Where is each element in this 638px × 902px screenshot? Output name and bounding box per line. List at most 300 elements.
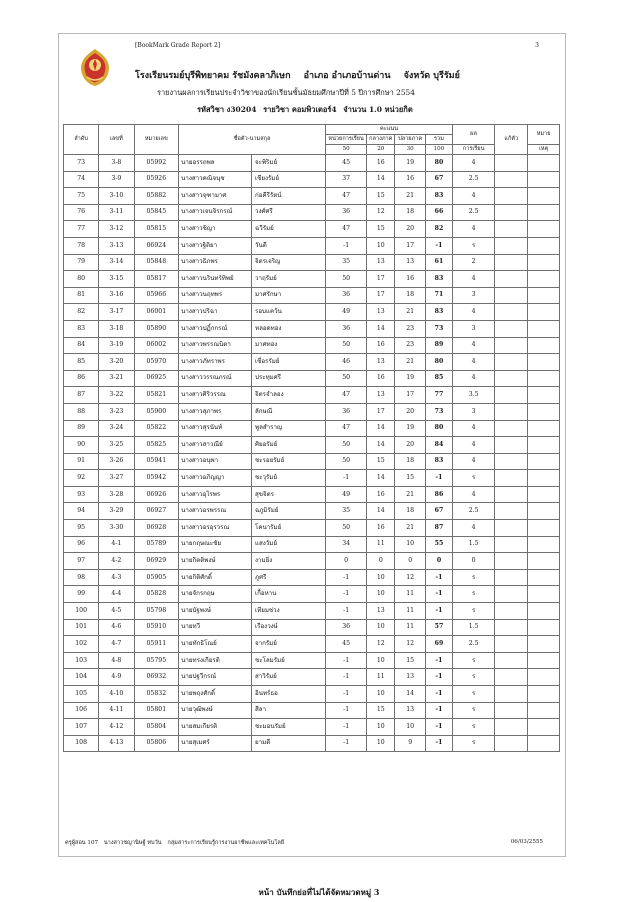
row-number: 4-13 bbox=[99, 735, 134, 752]
row-last-name: ยามดี bbox=[252, 735, 326, 752]
row-unit-score: 50 bbox=[326, 437, 367, 454]
row-fix bbox=[495, 354, 528, 371]
row-id: 05817 bbox=[134, 271, 179, 288]
row-midterm-score: 12 bbox=[367, 636, 395, 653]
row-order: 74 bbox=[64, 171, 99, 188]
table-row bbox=[64, 271, 560, 288]
table-row bbox=[64, 221, 560, 238]
row-id: 06924 bbox=[134, 237, 179, 254]
row-unit-score: -1 bbox=[326, 569, 367, 586]
row-unit-score: 36 bbox=[326, 320, 367, 337]
row-number: 4-11 bbox=[99, 702, 134, 719]
row-first-name: นางสาวภัทราพร bbox=[179, 354, 252, 371]
row-number: 4-3 bbox=[99, 569, 134, 586]
row-first-name: นายสุเมศร์ bbox=[179, 735, 252, 752]
header-order: ลำดับ bbox=[64, 125, 99, 155]
row-grade: 4 bbox=[452, 304, 494, 321]
row-number: 3-10 bbox=[99, 188, 134, 205]
row-final-score: 15 bbox=[395, 652, 426, 669]
row-fix bbox=[495, 287, 528, 304]
row-fix bbox=[495, 486, 528, 503]
row-fix bbox=[495, 569, 528, 586]
row-total-score: 80 bbox=[425, 155, 452, 172]
row-remark bbox=[528, 304, 560, 321]
row-unit-score: -1 bbox=[326, 470, 367, 487]
row-number: 3-16 bbox=[99, 287, 134, 304]
row-total-score: -1 bbox=[425, 603, 452, 620]
row-number: 4-8 bbox=[99, 652, 134, 669]
row-midterm-score: 10 bbox=[367, 735, 395, 752]
max-final: 30 bbox=[395, 145, 426, 155]
row-grade: 2.5 bbox=[452, 204, 494, 221]
row-last-name: เกื้อหาน bbox=[252, 586, 326, 603]
row-remark bbox=[528, 735, 560, 752]
row-order: 108 bbox=[64, 735, 99, 752]
row-final-score: 20 bbox=[395, 221, 426, 238]
row-first-name: นางสาวสุรนันท์ bbox=[179, 420, 252, 437]
table-row bbox=[64, 370, 560, 387]
table-row bbox=[64, 603, 560, 620]
row-id: 05966 bbox=[134, 287, 179, 304]
row-order: 92 bbox=[64, 470, 99, 487]
row-final-score: 13 bbox=[395, 254, 426, 271]
row-id: 05845 bbox=[134, 204, 179, 221]
row-total-score: 83 bbox=[425, 188, 452, 205]
row-unit-score: 36 bbox=[326, 287, 367, 304]
row-grade: 4 bbox=[452, 437, 494, 454]
row-fix bbox=[495, 221, 528, 238]
row-first-name: นางสาววรรณภรณ์ bbox=[179, 370, 252, 387]
row-final-score: 9 bbox=[395, 735, 426, 752]
row-fix bbox=[495, 403, 528, 420]
row-fix bbox=[495, 553, 528, 570]
row-midterm-score: 14 bbox=[367, 503, 395, 520]
row-order: 77 bbox=[64, 221, 99, 238]
row-final-score: 23 bbox=[395, 320, 426, 337]
row-order: 78 bbox=[64, 237, 99, 254]
row-id: 05900 bbox=[134, 403, 179, 420]
page-number: 3 bbox=[535, 42, 539, 49]
row-total-score: -1 bbox=[425, 669, 452, 686]
row-final-score: 20 bbox=[395, 437, 426, 454]
row-total-score: 71 bbox=[425, 287, 452, 304]
row-grade: 2.5 bbox=[452, 503, 494, 520]
row-id: 05798 bbox=[134, 603, 179, 620]
row-total-score: 73 bbox=[425, 403, 452, 420]
row-unit-score: 49 bbox=[326, 486, 367, 503]
row-number: 3-22 bbox=[99, 387, 134, 404]
row-fix bbox=[495, 188, 528, 205]
table-row bbox=[64, 155, 560, 172]
row-last-name: เทียมช่วง bbox=[252, 603, 326, 620]
row-id: 05992 bbox=[134, 155, 179, 172]
row-number: 4-2 bbox=[99, 553, 134, 570]
table-row bbox=[64, 437, 560, 454]
row-order: 99 bbox=[64, 586, 99, 603]
row-unit-score: 47 bbox=[326, 420, 367, 437]
row-final-score: 13 bbox=[395, 702, 426, 719]
row-grade: 2 bbox=[452, 254, 494, 271]
row-grade: ร bbox=[452, 686, 494, 703]
row-number: 3-12 bbox=[99, 221, 134, 238]
report-label: [BookMark Grade Report 2] bbox=[135, 42, 221, 49]
row-midterm-score: 17 bbox=[367, 287, 395, 304]
table-row bbox=[64, 387, 560, 404]
row-id: 05804 bbox=[134, 719, 179, 736]
row-unit-score: -1 bbox=[326, 652, 367, 669]
row-fix bbox=[495, 337, 528, 354]
row-first-name: นางสาวธิภพร bbox=[179, 254, 252, 271]
row-order: 98 bbox=[64, 569, 99, 586]
row-first-name: นางสาวอรอุรวรณ bbox=[179, 520, 252, 537]
row-number: 3-29 bbox=[99, 503, 134, 520]
school-title bbox=[135, 68, 535, 82]
row-id: 06925 bbox=[134, 370, 179, 387]
table-row bbox=[64, 702, 560, 719]
row-midterm-score: 17 bbox=[367, 403, 395, 420]
row-remark bbox=[528, 155, 560, 172]
row-final-score: 17 bbox=[395, 237, 426, 254]
row-total-score: 67 bbox=[425, 503, 452, 520]
row-order: 104 bbox=[64, 669, 99, 686]
row-total-score: 83 bbox=[425, 271, 452, 288]
row-grade: 4 bbox=[452, 188, 494, 205]
row-unit-score: 45 bbox=[326, 155, 367, 172]
row-order: 84 bbox=[64, 337, 99, 354]
row-fix bbox=[495, 470, 528, 487]
row-id: 06002 bbox=[134, 337, 179, 354]
table-row bbox=[64, 486, 560, 503]
row-fix bbox=[495, 735, 528, 752]
row-total-score: 57 bbox=[425, 619, 452, 636]
row-last-name: หลอดทอง bbox=[252, 320, 326, 337]
row-last-name: มาศทอง bbox=[252, 337, 326, 354]
teacher-name: นางสาวชญานิษฐ์ ทบวัน bbox=[103, 840, 162, 846]
row-number: 4-12 bbox=[99, 719, 134, 736]
department-name: กลุ่มสาระการเรียนรู้การงานอาชีพและเทคโนโลยี bbox=[167, 840, 285, 846]
row-last-name: ชะโลมรัมย์ bbox=[252, 652, 326, 669]
table-row bbox=[64, 237, 560, 254]
row-number: 4-6 bbox=[99, 619, 134, 636]
row-order: 82 bbox=[64, 304, 99, 321]
row-first-name: นางสาวฐิติยา bbox=[179, 237, 252, 254]
row-id: 05910 bbox=[134, 619, 179, 636]
row-number: 4-4 bbox=[99, 586, 134, 603]
row-unit-score: 35 bbox=[326, 254, 367, 271]
row-id: 05815 bbox=[134, 221, 179, 238]
row-remark bbox=[528, 271, 560, 288]
subject-name: รายวิชา คอมพิวเตอร์4 bbox=[263, 105, 337, 114]
row-id: 06001 bbox=[134, 304, 179, 321]
row-final-score: 16 bbox=[395, 171, 426, 188]
row-first-name: นายกิตติพงษ์ bbox=[179, 553, 252, 570]
max-total: 100 bbox=[425, 145, 452, 155]
row-first-name: นางสาวนรินทร์ทิพย์ bbox=[179, 271, 252, 288]
row-final-score: 11 bbox=[395, 619, 426, 636]
row-order: 91 bbox=[64, 453, 99, 470]
row-remark bbox=[528, 569, 560, 586]
row-grade: 1.5 bbox=[452, 619, 494, 636]
row-unit-score: 47 bbox=[326, 188, 367, 205]
row-order: 106 bbox=[64, 702, 99, 719]
row-remark bbox=[528, 403, 560, 420]
teacher-label: ครูผู้สอน 107 bbox=[65, 840, 99, 846]
grade-rows bbox=[64, 155, 560, 752]
header-fix: แก้ตัว bbox=[495, 125, 528, 155]
row-midterm-score: 13 bbox=[367, 304, 395, 321]
row-midterm-score: 13 bbox=[367, 354, 395, 371]
row-midterm-score: 10 bbox=[367, 237, 395, 254]
row-fix bbox=[495, 370, 528, 387]
row-total-score: 55 bbox=[425, 536, 452, 553]
row-id: 06928 bbox=[134, 520, 179, 537]
row-first-name: นางสาวปริฉา bbox=[179, 304, 252, 321]
row-midterm-score: 14 bbox=[367, 320, 395, 337]
row-remark bbox=[528, 320, 560, 337]
row-number: 3-17 bbox=[99, 304, 134, 321]
row-total-score: -1 bbox=[425, 719, 452, 736]
row-unit-score: 45 bbox=[326, 636, 367, 653]
row-id: 05795 bbox=[134, 652, 179, 669]
row-order: 86 bbox=[64, 370, 99, 387]
row-last-name: พูลสำราญ bbox=[252, 420, 326, 437]
row-grade: 3.5 bbox=[452, 387, 494, 404]
row-first-name: นายทวี bbox=[179, 619, 252, 636]
row-grade: ร bbox=[452, 569, 494, 586]
row-unit-score: 47 bbox=[326, 387, 367, 404]
report-page bbox=[58, 33, 566, 857]
row-total-score: 83 bbox=[425, 453, 452, 470]
header-remark-2: เหตุ bbox=[528, 145, 560, 155]
row-id: 05806 bbox=[134, 735, 179, 752]
row-grade: ร bbox=[452, 603, 494, 620]
row-fix bbox=[495, 619, 528, 636]
row-unit-score: 49 bbox=[326, 304, 367, 321]
row-id: 05825 bbox=[134, 437, 179, 454]
row-total-score: 0 bbox=[425, 553, 452, 570]
table-row bbox=[64, 520, 560, 537]
row-first-name: นางสาวนฤทพร bbox=[179, 287, 252, 304]
row-order: 97 bbox=[64, 553, 99, 570]
row-remark bbox=[528, 719, 560, 736]
header-total: รวม bbox=[425, 135, 452, 145]
row-number: 3-26 bbox=[99, 453, 134, 470]
report-date: 06/03/2555 bbox=[510, 839, 543, 845]
row-last-name: ชะรอยรัมย์ bbox=[252, 453, 326, 470]
table-row bbox=[64, 171, 560, 188]
row-midterm-score: 13 bbox=[367, 387, 395, 404]
row-final-score: 18 bbox=[395, 453, 426, 470]
row-order: 76 bbox=[64, 204, 99, 221]
row-grade: ร bbox=[452, 669, 494, 686]
row-last-name: จากรัมย์ bbox=[252, 636, 326, 653]
table-row bbox=[64, 420, 560, 437]
row-midterm-score: 14 bbox=[367, 437, 395, 454]
table-row bbox=[64, 619, 560, 636]
row-total-score: 84 bbox=[425, 437, 452, 454]
row-last-name: ฉภูมิรัมย์ bbox=[252, 503, 326, 520]
row-final-score: 23 bbox=[395, 337, 426, 354]
row-order: 90 bbox=[64, 437, 99, 454]
row-last-name: งามยิ่ง bbox=[252, 553, 326, 570]
row-final-score: 14 bbox=[395, 686, 426, 703]
row-midterm-score: 14 bbox=[367, 470, 395, 487]
row-unit-score: -1 bbox=[326, 735, 367, 752]
header-name: ชื่อตัว-นามสกุล bbox=[179, 125, 326, 155]
table-row bbox=[64, 719, 560, 736]
row-final-score: 12 bbox=[395, 636, 426, 653]
row-first-name: นายอรรถพล bbox=[179, 155, 252, 172]
table-row bbox=[64, 287, 560, 304]
row-fix bbox=[495, 387, 528, 404]
row-midterm-score: 16 bbox=[367, 155, 395, 172]
row-total-score: 77 bbox=[425, 387, 452, 404]
header-score-group: คะแนน bbox=[326, 125, 453, 135]
row-last-name: รอบแคว้น bbox=[252, 304, 326, 321]
row-fix bbox=[495, 453, 528, 470]
row-total-score: -1 bbox=[425, 586, 452, 603]
row-fix bbox=[495, 603, 528, 620]
row-total-score: 86 bbox=[425, 486, 452, 503]
row-grade: 3 bbox=[452, 287, 494, 304]
row-number: 4-1 bbox=[99, 536, 134, 553]
row-midterm-score: 0 bbox=[367, 553, 395, 570]
row-order: 83 bbox=[64, 320, 99, 337]
row-number: 3-13 bbox=[99, 237, 134, 254]
header-id: หมายเลข bbox=[134, 125, 179, 155]
row-midterm-score: 14 bbox=[367, 420, 395, 437]
row-order: 93 bbox=[64, 486, 99, 503]
row-fix bbox=[495, 503, 528, 520]
row-unit-score: 37 bbox=[326, 171, 367, 188]
district-name: อำเภอ อำเภอบ้านด่าน bbox=[303, 71, 391, 81]
row-id: 05822 bbox=[134, 420, 179, 437]
row-remark bbox=[528, 470, 560, 487]
grades-table bbox=[63, 124, 560, 752]
row-final-score: 15 bbox=[395, 470, 426, 487]
row-unit-score: 50 bbox=[326, 370, 367, 387]
header-result: ผล bbox=[452, 125, 494, 145]
report-subtitle: รายงานผลการเรียนประจำวิชาของนักเรียนชั้นมัธยมศึกษาปีที่ 5 ปีการศึกษา 2554 bbox=[157, 88, 415, 97]
row-unit-score: 36 bbox=[326, 619, 367, 636]
row-order: 96 bbox=[64, 536, 99, 553]
table-row bbox=[64, 586, 560, 603]
row-remark bbox=[528, 486, 560, 503]
row-total-score: 82 bbox=[425, 221, 452, 238]
row-midterm-score: 16 bbox=[367, 337, 395, 354]
row-grade: 3 bbox=[452, 403, 494, 420]
table-row bbox=[64, 553, 560, 570]
row-unit-score: 34 bbox=[326, 536, 367, 553]
row-id: 06926 bbox=[134, 486, 179, 503]
row-grade: 4 bbox=[452, 354, 494, 371]
row-total-score: -1 bbox=[425, 686, 452, 703]
row-final-score: 18 bbox=[395, 503, 426, 520]
row-midterm-score: 11 bbox=[367, 669, 395, 686]
row-grade: 4 bbox=[452, 486, 494, 503]
row-number: 3-14 bbox=[99, 254, 134, 271]
row-id: 05941 bbox=[134, 453, 179, 470]
row-final-score: 10 bbox=[395, 719, 426, 736]
row-midterm-score: 13 bbox=[367, 254, 395, 271]
row-total-score: 67 bbox=[425, 171, 452, 188]
page-caption: หน้า บันทึกย่อที่ไม่ได้จัดหมวดหมู่ 3 bbox=[258, 887, 380, 897]
row-total-score: 66 bbox=[425, 204, 452, 221]
row-final-score: 12 bbox=[395, 569, 426, 586]
header-midterm: กลางภาค bbox=[367, 135, 395, 145]
row-unit-score: -1 bbox=[326, 669, 367, 686]
row-grade: 4 bbox=[452, 370, 494, 387]
row-midterm-score: 10 bbox=[367, 686, 395, 703]
row-remark bbox=[528, 619, 560, 636]
row-first-name: นางสาวศิริวรรณ bbox=[179, 387, 252, 404]
row-remark bbox=[528, 553, 560, 570]
row-fix bbox=[495, 271, 528, 288]
row-first-name: นายทรงเกียรติ bbox=[179, 652, 252, 669]
row-remark bbox=[528, 188, 560, 205]
row-last-name: เชื่อรรัมย์ bbox=[252, 354, 326, 371]
row-number: 4-5 bbox=[99, 603, 134, 620]
row-number: 3-18 bbox=[99, 320, 134, 337]
row-remark bbox=[528, 370, 560, 387]
row-remark bbox=[528, 337, 560, 354]
row-last-name: มาศรักษา bbox=[252, 287, 326, 304]
row-grade: 4 bbox=[452, 520, 494, 537]
row-total-score: -1 bbox=[425, 702, 452, 719]
row-first-name: นางสาวอุไรพร bbox=[179, 486, 252, 503]
row-grade: 4 bbox=[452, 221, 494, 238]
row-remark bbox=[528, 686, 560, 703]
row-total-score: 61 bbox=[425, 254, 452, 271]
row-total-score: -1 bbox=[425, 237, 452, 254]
row-order: 94 bbox=[64, 503, 99, 520]
row-last-name: โคนารัมย์ bbox=[252, 520, 326, 537]
row-midterm-score: 11 bbox=[367, 536, 395, 553]
row-grade: ร bbox=[452, 719, 494, 736]
row-total-score: 89 bbox=[425, 337, 452, 354]
header-remark: หมาย bbox=[528, 125, 560, 145]
row-number: 3-27 bbox=[99, 470, 134, 487]
row-id: 06927 bbox=[134, 503, 179, 520]
row-fix bbox=[495, 586, 528, 603]
row-final-score: 21 bbox=[395, 486, 426, 503]
row-id: 05821 bbox=[134, 387, 179, 404]
row-first-name: นางสาวอรพรรณ bbox=[179, 503, 252, 520]
row-first-name: นายพฤงศักดิ์ bbox=[179, 686, 252, 703]
row-first-name: นางสาวคณิจนุช bbox=[179, 171, 252, 188]
row-remark bbox=[528, 520, 560, 537]
row-unit-score: 35 bbox=[326, 503, 367, 520]
table-row bbox=[64, 503, 560, 520]
row-total-score: -1 bbox=[425, 470, 452, 487]
row-last-name: เชียงรัมย์ bbox=[252, 171, 326, 188]
row-order: 103 bbox=[64, 652, 99, 669]
row-grade: ร bbox=[452, 735, 494, 752]
row-last-name: ศิยอรัมย์ bbox=[252, 437, 326, 454]
row-remark bbox=[528, 287, 560, 304]
row-grade: 4 bbox=[452, 337, 494, 354]
row-number: 3-28 bbox=[99, 486, 134, 503]
row-last-name: เรืองวงษ์ bbox=[252, 619, 326, 636]
row-unit-score: 36 bbox=[326, 204, 367, 221]
row-number: 4-9 bbox=[99, 669, 134, 686]
header-result-2: การเรียน bbox=[452, 145, 494, 155]
row-order: 87 bbox=[64, 387, 99, 404]
row-midterm-score: 12 bbox=[367, 204, 395, 221]
row-number: 3-9 bbox=[99, 171, 134, 188]
row-fix bbox=[495, 254, 528, 271]
row-remark bbox=[528, 254, 560, 271]
